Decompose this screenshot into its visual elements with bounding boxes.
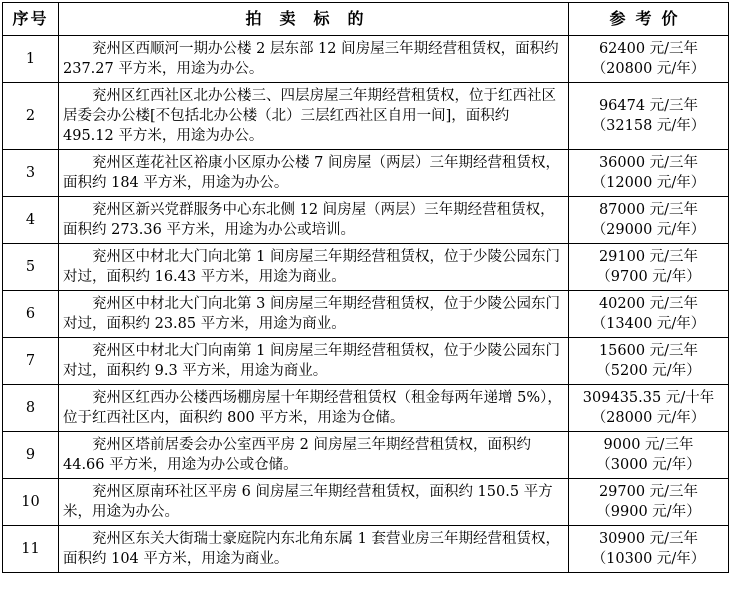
row-price: [569, 432, 729, 479]
price-total: 15600 元/三年: [598, 343, 699, 359]
header-item: 拍卖标的: [59, 3, 569, 36]
price-total: 36000 元/三年: [598, 155, 699, 171]
price-annual: （13400 元/年）: [591, 316, 706, 332]
table-row: [3, 197, 729, 244]
price-total: 29700 元/三年: [598, 484, 699, 500]
table-row: [3, 291, 729, 338]
row-price: [569, 244, 729, 291]
price-total: 96474 元/三年: [598, 98, 699, 114]
row-index: 1: [3, 36, 59, 83]
table-row: [3, 150, 729, 197]
header-price: 参考价: [569, 3, 729, 36]
row-description: 兖州区莲花社区裕康小区原办公楼 7 间房屋（两层）三年期经营租赁权，面积约 184 平方米，用途为办公。: [59, 150, 569, 197]
table-row: [3, 244, 729, 291]
row-price: [569, 83, 729, 150]
row-index: 6: [3, 291, 59, 338]
table-row: [3, 338, 729, 385]
row-description: 兖州区新兴党群服务中心东北侧 12 间房屋（两层）三年期经营租赁权，面积约 273.36 平方米，用途为办公或培训。: [59, 197, 569, 244]
table-header-row: [3, 3, 729, 36]
row-index: 10: [3, 479, 59, 526]
price-annual: （3000 元/年）: [596, 457, 701, 473]
row-price: [569, 150, 729, 197]
price-annual: （28000 元/年）: [591, 410, 706, 426]
row-index: 11: [3, 526, 59, 573]
row-description: 兖州区东关大街瑞士豪庭院内东北角东属 1 套营业房三年期经营租赁权，面积约 104 平方米，用途为商业。: [59, 526, 569, 573]
price-annual: （12000 元/年）: [591, 175, 706, 191]
table-row: [3, 385, 729, 432]
table-row: [3, 432, 729, 479]
table-row: [3, 36, 729, 83]
row-description: 兖州区中材北大门向北第 1 间房屋三年期经营租赁权，位于少陵公园东门对过，面积约 16.43 平方米，用途为商业。: [59, 244, 569, 291]
row-description: 兖州区原南环社区平房 6 间房屋三年期经营租赁权，面积约 150.5 平方米，用途为办公。: [59, 479, 569, 526]
price-annual: （9700 元/年）: [596, 269, 701, 285]
row-index: 9: [3, 432, 59, 479]
price-annual: （32158 元/年）: [591, 118, 706, 134]
table-row: [3, 83, 729, 150]
row-price: [569, 385, 729, 432]
row-index: 5: [3, 244, 59, 291]
row-price: [569, 479, 729, 526]
row-price: [569, 197, 729, 244]
row-description: 兖州区塔前居委会办公室西平房 2 间房屋三年期经营租赁权，面积约 44.66 平方米，用途为办公或仓储。: [59, 432, 569, 479]
price-total: 29100 元/三年: [598, 249, 699, 265]
price-annual: （20800 元/年）: [591, 61, 706, 77]
row-description: 兖州区红西办公楼西场棚房屋十年期经营租赁权（租金每两年递增 5%），位于红西社区内，面积约 800 平方米，用途为仓储。: [59, 385, 569, 432]
price-annual: （9900 元/年）: [596, 504, 701, 520]
row-index: 3: [3, 150, 59, 197]
table-row: [3, 479, 729, 526]
row-description: 兖州区西顺河一期办公楼 2 层东部 12 间房屋三年期经营租赁权，面积约 237.27 平方米，用途为办公。: [59, 36, 569, 83]
auction-items-table: [2, 2, 729, 573]
row-index: 7: [3, 338, 59, 385]
row-price: [569, 526, 729, 573]
row-index: 8: [3, 385, 59, 432]
price-total: 40200 元/三年: [598, 296, 699, 312]
row-index: 4: [3, 197, 59, 244]
header-index: 序号: [3, 3, 59, 36]
row-index: 2: [3, 83, 59, 150]
row-description: 兖州区红西社区北办公楼三、四层房屋三年期经营租赁权，位于红西社区居委会办公楼[不包括北办公楼（北）三层红西社区自用一间]，面积约 495.12 平方米，用途为办公。: [59, 83, 569, 150]
price-annual: （5200 元/年）: [596, 363, 701, 379]
row-description: 兖州区中材北大门向北第 3 间房屋三年期经营租赁权，位于少陵公园东门对过，面积约 23.85 平方米，用途为商业。: [59, 291, 569, 338]
row-price: [569, 291, 729, 338]
row-price: [569, 36, 729, 83]
price-annual: （29000 元/年）: [591, 222, 706, 238]
row-description: 兖州区中材北大门向南第 1 间房屋三年期经营租赁权，位于少陵公园东门对过，面积约 9.3 平方米，用途为商业。: [59, 338, 569, 385]
price-total: 87000 元/三年: [598, 202, 699, 218]
price-total: 30900 元/三年: [598, 531, 699, 547]
price-total: 309435.35 元/十年: [582, 390, 715, 406]
price-annual: （10300 元/年）: [591, 551, 706, 567]
price-total: 9000 元/三年: [603, 437, 694, 453]
table-row: [3, 526, 729, 573]
row-price: [569, 338, 729, 385]
price-total: 62400 元/三年: [598, 41, 699, 57]
table-body: [3, 36, 729, 573]
